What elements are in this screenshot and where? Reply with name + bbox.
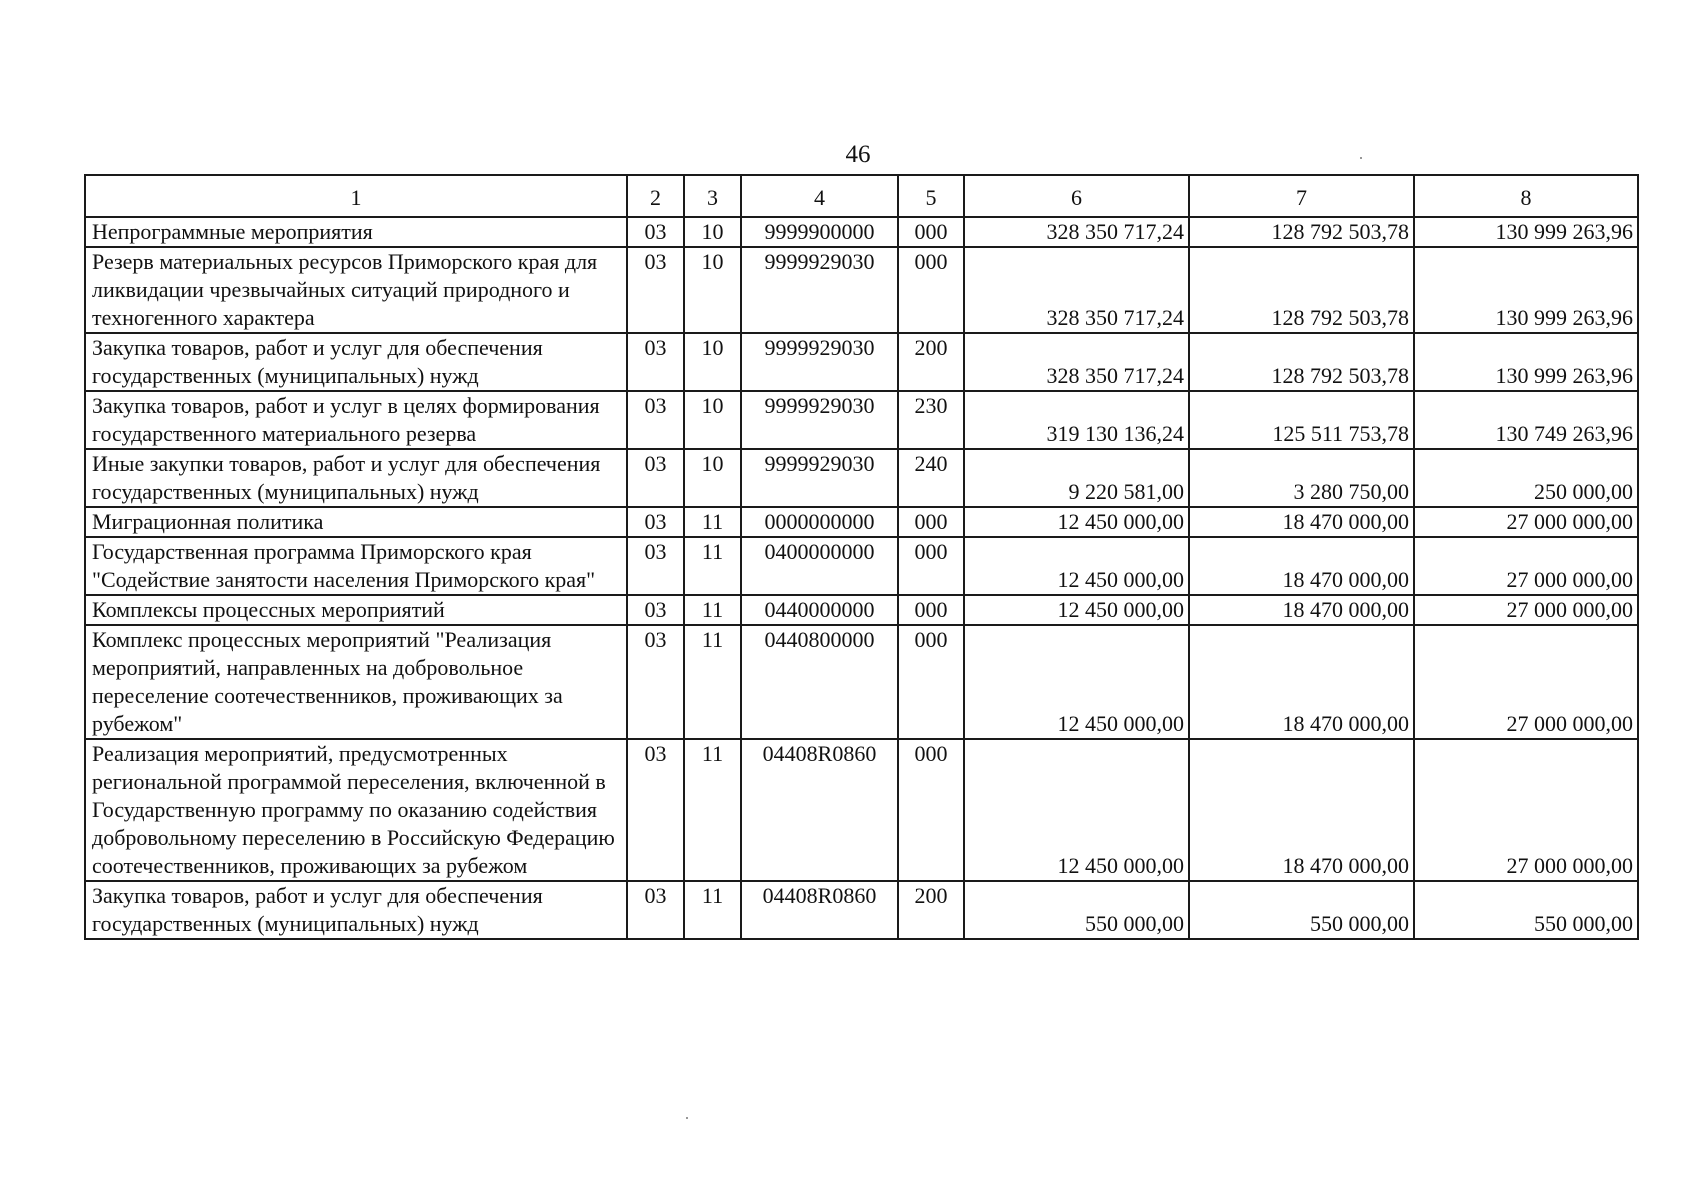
amount-col-8: 27 000 000,00 — [1414, 595, 1638, 625]
table-row — [85, 625, 1638, 739]
expense-type-code: 000 — [898, 625, 964, 739]
table-row — [85, 391, 1638, 449]
table-row — [85, 217, 1638, 247]
item-name: Закупка товаров, работ и услуг в целях формирования государственного материального резерва — [85, 391, 627, 449]
amount-col-7: 125 511 753,78 — [1189, 391, 1414, 449]
amount-col-7: 128 792 503,78 — [1189, 217, 1414, 247]
table-row — [85, 449, 1638, 507]
section-code: 03 — [627, 217, 684, 247]
subsection-code: 11 — [684, 739, 741, 881]
amount-col-7: 18 470 000,00 — [1189, 507, 1414, 537]
column-header-1: 1 — [85, 175, 627, 217]
amount-col-6: 328 350 717,24 — [964, 247, 1189, 333]
column-header-2: 2 — [627, 175, 684, 217]
amount-col-8: 27 000 000,00 — [1414, 537, 1638, 595]
amount-col-8: 130 999 263,96 — [1414, 247, 1638, 333]
column-header-6: 6 — [964, 175, 1189, 217]
target-article-code: 9999900000 — [741, 217, 898, 247]
column-header-4: 4 — [741, 175, 898, 217]
table-row — [85, 507, 1638, 537]
amount-col-8: 550 000,00 — [1414, 881, 1638, 939]
subsection-code: 11 — [684, 625, 741, 739]
expense-type-code: 000 — [898, 217, 964, 247]
subsection-code: 11 — [684, 507, 741, 537]
header-row — [85, 175, 1638, 217]
table-row — [85, 881, 1638, 939]
amount-col-6: 328 350 717,24 — [964, 217, 1189, 247]
item-name: Государственная программа Приморского края "Содействие занятости населения Приморского края" — [85, 537, 627, 595]
expense-type-code: 000 — [898, 247, 964, 333]
amount-col-7: 18 470 000,00 — [1189, 739, 1414, 881]
amount-col-6: 12 450 000,00 — [964, 595, 1189, 625]
section-code: 03 — [627, 595, 684, 625]
item-name: Непрограммные мероприятия — [85, 217, 627, 247]
subsection-code: 11 — [684, 537, 741, 595]
subsection-code: 10 — [684, 449, 741, 507]
amount-col-6: 12 450 000,00 — [964, 625, 1189, 739]
amount-col-7: 128 792 503,78 — [1189, 333, 1414, 391]
amount-col-6: 12 450 000,00 — [964, 739, 1189, 881]
item-name: Иные закупки товаров, работ и услуг для обеспечения государственных (муниципальных) нужд — [85, 449, 627, 507]
section-code: 03 — [627, 333, 684, 391]
target-article-code: 0000000000 — [741, 507, 898, 537]
section-code: 03 — [627, 247, 684, 333]
target-article-code: 0440800000 — [741, 625, 898, 739]
target-article-code: 04408R0860 — [741, 739, 898, 881]
table-row — [85, 333, 1638, 391]
subsection-code: 11 — [684, 881, 741, 939]
target-article-code: 9999929030 — [741, 391, 898, 449]
amount-col-7: 18 470 000,00 — [1189, 625, 1414, 739]
item-name: Комплексы процессных мероприятий — [85, 595, 627, 625]
target-article-code: 0440000000 — [741, 595, 898, 625]
scan-speck — [686, 1117, 688, 1119]
subsection-code: 10 — [684, 247, 741, 333]
amount-col-8: 130 749 263,96 — [1414, 391, 1638, 449]
amount-col-7: 128 792 503,78 — [1189, 247, 1414, 333]
subsection-code: 10 — [684, 333, 741, 391]
item-name: Миграционная политика — [85, 507, 627, 537]
expense-type-code: 200 — [898, 333, 964, 391]
amount-col-8: 27 000 000,00 — [1414, 507, 1638, 537]
target-article-code: 9999929030 — [741, 247, 898, 333]
item-name: Закупка товаров, работ и услуг для обеспечения государственных (муниципальных) нужд — [85, 881, 627, 939]
amount-col-7: 18 470 000,00 — [1189, 537, 1414, 595]
column-header-8: 8 — [1414, 175, 1638, 217]
subsection-code: 10 — [684, 217, 741, 247]
section-code: 03 — [627, 881, 684, 939]
amount-col-8: 130 999 263,96 — [1414, 217, 1638, 247]
section-code: 03 — [627, 739, 684, 881]
table-row — [85, 595, 1638, 625]
column-header-7: 7 — [1189, 175, 1414, 217]
table-row — [85, 537, 1638, 595]
section-code: 03 — [627, 507, 684, 537]
expense-type-code: 000 — [898, 595, 964, 625]
column-header-5: 5 — [898, 175, 964, 217]
section-code: 03 — [627, 391, 684, 449]
amount-col-6: 550 000,00 — [964, 881, 1189, 939]
column-header-3: 3 — [684, 175, 741, 217]
expense-type-code: 240 — [898, 449, 964, 507]
section-code: 03 — [627, 625, 684, 739]
expense-type-code: 000 — [898, 739, 964, 881]
amount-col-8: 250 000,00 — [1414, 449, 1638, 507]
item-name: Реализация мероприятий, предусмотренных региональной программой переселения, включенной в Государственную программу по оказанию содействия добровольному переселению в Российскую Федерацию соотечественников, проживающих за рубежом — [85, 739, 627, 881]
subsection-code: 11 — [684, 595, 741, 625]
table-body — [85, 217, 1638, 939]
target-article-code: 9999929030 — [741, 333, 898, 391]
section-code: 03 — [627, 449, 684, 507]
amount-col-6: 12 450 000,00 — [964, 507, 1189, 537]
section-code: 03 — [627, 537, 684, 595]
amount-col-6: 9 220 581,00 — [964, 449, 1189, 507]
target-article-code: 9999929030 — [741, 449, 898, 507]
amount-col-7: 550 000,00 — [1189, 881, 1414, 939]
scan-speck — [1360, 157, 1362, 159]
subsection-code: 10 — [684, 391, 741, 449]
table-row — [85, 247, 1638, 333]
amount-col-7: 3 280 750,00 — [1189, 449, 1414, 507]
amount-col-8: 130 999 263,96 — [1414, 333, 1638, 391]
budget-table — [84, 174, 1639, 940]
target-article-code: 04408R0860 — [741, 881, 898, 939]
amount-col-6: 12 450 000,00 — [964, 537, 1189, 595]
expense-type-code: 000 — [898, 507, 964, 537]
expense-type-code: 000 — [898, 537, 964, 595]
item-name: Закупка товаров, работ и услуг для обеспечения государственных (муниципальных) нужд — [85, 333, 627, 391]
amount-col-6: 319 130 136,24 — [964, 391, 1189, 449]
table-row — [85, 739, 1638, 881]
expense-type-code: 230 — [898, 391, 964, 449]
item-name: Резерв материальных ресурсов Приморского края для ликвидации чрезвычайных ситуаций природного и техногенного характера — [85, 247, 627, 333]
item-name: Комплекс процессных мероприятий "Реализация мероприятий, направленных на добровольное переселение соотечественников, проживающих за рубежом" — [85, 625, 627, 739]
target-article-code: 0400000000 — [741, 537, 898, 595]
amount-col-8: 27 000 000,00 — [1414, 625, 1638, 739]
amount-col-8: 27 000 000,00 — [1414, 739, 1638, 881]
amount-col-6: 328 350 717,24 — [964, 333, 1189, 391]
expense-type-code: 200 — [898, 881, 964, 939]
table-header — [85, 175, 1638, 217]
amount-col-7: 18 470 000,00 — [1189, 595, 1414, 625]
page-number: 46 — [845, 141, 871, 168]
